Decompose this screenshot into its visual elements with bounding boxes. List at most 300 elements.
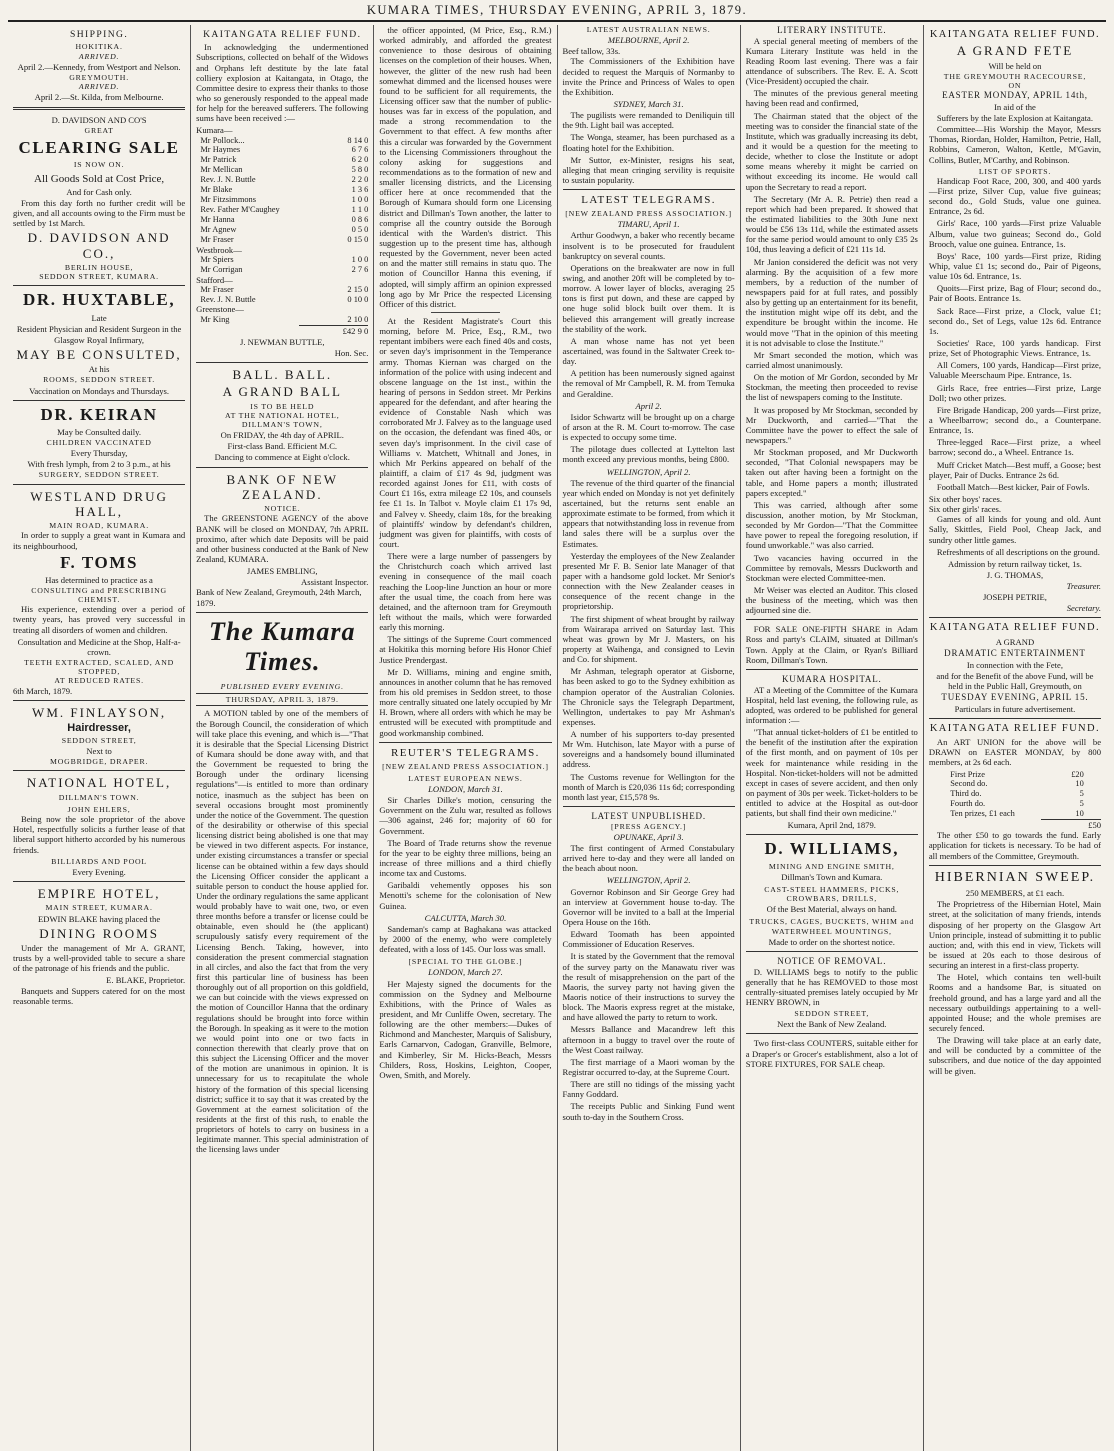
suttor-item: Mr Suttor, ex-Minister, resigns his seat, alleging that mean cringing servility is requisite to sustain popularity. [562, 154, 735, 186]
westbrook-label: Westbrook— [196, 244, 242, 255]
divider [196, 467, 368, 468]
ad-teeth: TEETH EXTRACTED, SCALED, AND STOPPED, [24, 657, 175, 677]
williams-trade: MINING AND ENGINE SMITH, [768, 861, 895, 871]
row-name: Second do. [946, 779, 988, 789]
opunake-dateline: OPUNAKE, April 3. [613, 831, 684, 842]
row-amount: 1 0 0 [351, 254, 369, 264]
table-row [946, 770, 1084, 780]
editorial-part-1: A MOTION tabled by one of the members of the Borough Council, the consideration of which will take place this evening, and which is—"That it is desirable that the Special Licensing District of Kumara should be done away with, and that the Government be requested to bring the Borough under the ordinary licensing regulations"—is entitled to more than ordinary notice, inasmuch as the subject has been on several occasions brought most prominently under the notice of the Government. The question of the desirability or otherwise of this special licensing district being abolished is one that may be viewed in two different aspects. For instance, under existing circumstances a transfer or special license can be obtained within a few days should the Licensing Officer consider the applicant a suitable person to conduct the house applied for. Under the ordinary regulations the same applicant would probably have to wait one, two, or even three months before a transfer or license could be obtainable, even should he (the applicant) scrupulously satisfy every requirement of the Licensing Bench. Taking, however, into consideration the present commercial stagnation in all circles, and also the fact that from the very first this particular line of business has been thoroughly out of all proportion on this goldfield, we can but coincide with the views expressed on the motion of Councillor Hanna that the ordinary regulations should be brought into force within the Borough. In speaking as it were to the motion we would point into one or two facts in connection therewith that clearly prove that on this subject the Licensing Officer and the mover of the motion are unanimous in opinion. It is unnecessary for us to recapitulate the whole history of the formation of this special licensing district; suffice it to say that it was created by the Government at the earnest solicitation of the residents at the first of this rush, to enable the proprietors of hotels to carry on business in a legitimate manner. This special administration of the licensing laws under [196, 708, 369, 1155]
hibernian-members: 250 MEMBERS, at £1 each. [965, 888, 1065, 899]
table-row [196, 155, 368, 165]
row-name: Mr Fraser [196, 284, 234, 294]
divider [563, 189, 735, 190]
marriage-item: The first marriage of a Maori woman by the Registrar occurred to-day, at the Supreme Court. [562, 1056, 735, 1077]
row-name: Mr Mellican [196, 165, 243, 175]
row-amount: 1 1 0 [351, 204, 369, 214]
column-2 [191, 25, 374, 1451]
column-4 [558, 25, 741, 1451]
customs-item: The Customs revenue for Wellington for the month of March is £20,036 11s 6d; corresponding month last year, £15,578 9s. [562, 771, 735, 802]
bank-heading: BANK OF NEW ZEALAND. [226, 471, 339, 502]
williams-name: D. WILLIAMS, [764, 839, 900, 859]
london-dateline: LONDON, March 31. [428, 784, 503, 795]
april2-dateline: April 2. [635, 400, 662, 411]
row-name: Ten prizes, £1 each [946, 809, 1015, 819]
table-row [196, 185, 368, 195]
coach-report: There were a large number of passengers by the Christchurch coach which arrived last evening in consequence of the mail coach reaching the Loop-line Junction an hour or more after the usual time, the coach from here was detained, and the afternoon tram for Greymouth left without the mails, which were forwarded early this morning. [379, 551, 552, 633]
missing-man-item: A man whose name has not yet been ascertained, was found in the Saltwater Creek to-day. [562, 335, 735, 367]
column-6 [924, 25, 1106, 1451]
removal-street: SEDDON STREET, [794, 1009, 870, 1019]
art-union-text: An ART UNION for the above will be DRAWN on EASTER MONDAY, by 800 members, at 2s 6d each. [928, 737, 1102, 768]
table-row [196, 295, 368, 305]
divider [929, 617, 1101, 618]
row-name: Third do. [946, 789, 982, 799]
supreme-court: The sittings of the Supreme Court commenced at Hokitika this morning before His Honor Chief Justice Prendergast. [379, 634, 552, 665]
hibernian-text-2: The Hotel, which contains ten well-built Rooms and a handsome Bar, is situated on freehold ground, and has a large yard and all the necessary outbuildings appertaining to a well-appointed House; and the whole premises are securely fenced. [928, 972, 1102, 1034]
relief-hon-sec: Hon. Sec. [334, 347, 369, 358]
fete-relief-heading: KAITANGATA RELIEF FUND. [929, 29, 1101, 40]
row-name: Mr Spiers [196, 254, 234, 264]
ball-date: On FRIDAY, the 4th day of APRIL. [220, 430, 344, 441]
trade-item: The Board of Trade returns show the revenue for the year to be eighty three millions, being an increase of three millions and a third chiefly income tax and Customs. [379, 837, 552, 879]
robinson-item: Governor Robinson and Sir George Grey had an interview at Government house to-day. The Governor will be invited to a ball at the Imperial Opera House on the 16th. [562, 886, 735, 927]
art-union-total: £50 [1041, 819, 1101, 830]
literary-p5: Mr Janion considered the deficit was not very alarming. By the acquisition of a few more members, by a reduction of the number of newspapers paid for at full rates, and possibly also by getting up an entertainment for its benefit, the institution might wipe off its debt, and the expenditure be brought within the income. He would move "That in the opinion of this meeting it is not advisable to close the Institute." [745, 256, 918, 348]
row-amount: 5 8 0 [351, 165, 369, 175]
kumara-label: Kumara— [196, 125, 233, 136]
literary-heading: LITERARY INSTITUTE. [777, 25, 887, 35]
at-national: AT THE NATIONAL HOTEL, [225, 410, 340, 420]
divider [196, 612, 368, 613]
table-row [196, 136, 368, 146]
sport-item: Fire Brigade Handicap, 200 yards—First prize, a Wheelbarrow; second do., a Counterpane. Entrance, 1s. [928, 404, 1102, 436]
grand-ball: A GRAND BALL [222, 384, 342, 400]
latest-telegrams-heading: LATEST TELEGRAMS. [581, 194, 716, 207]
row-name: Mr Pollock... [196, 135, 245, 145]
ad-daily: May be Consulted daily. [57, 426, 142, 437]
sport-item: Handicap Foot Race, 200, 300, and 400 yards—First prize, Silver Cup, value five guineas; second do., Gold Studs, value one guinea. Entrance, 2s 6d. [928, 175, 1102, 217]
nzpa-label: [NEW ZEALAND PRESS ASSOCIATION.] [565, 209, 732, 219]
row-name: Mr Fraser [196, 234, 234, 244]
ad-at-his: At his [88, 364, 110, 375]
subscriptions-total: £42 9 0 [299, 325, 368, 336]
row-amount: 2 10 0 [347, 314, 369, 324]
ad-cost-price: All Goods Sold at Cost Price, [34, 172, 165, 185]
divider [13, 285, 185, 286]
ballance-item: Messrs Ballance and Macandrew left this afternoon in a buggy to travel over the route of the West Coast railway. [562, 1024, 735, 1055]
ad-every-thursday: Every Thursday, [70, 448, 128, 459]
reuters-heading: REUTER'S TELEGRAMS. [391, 746, 540, 759]
row-name: Mr Fitzsimmons [196, 195, 256, 205]
relief-fund-heading: KAITANGATA RELIEF FUND. [203, 29, 362, 40]
hibernian-heading: HIBERNIAN SWEEP. [934, 869, 1096, 885]
row-name: Mr Haymes [196, 145, 241, 155]
row-name: First Prize [946, 769, 985, 779]
dramatic-particulars: Particulars in future advertisement. [954, 703, 1076, 714]
table-row [196, 195, 368, 205]
grand-fete: A GRAND FETE [956, 43, 1074, 59]
literary-p7: On the motion of Mr Gordon, seconded by Mr Stockman, the meeting then proceeded to revise the list of newspapers coming to the Institute. [745, 372, 918, 403]
greymouth-arrival: April 2.—St. Kilda, from Melbourne. [34, 92, 164, 103]
fete-sufferers: Sufferers by the late Explosion at Kaitangata. [936, 112, 1094, 123]
wheat-item: The first shipment of wheat brought by railway from Wairarapa arrived on Saturday last. This wheat was grown by Mr J. Masters, on his property at Waihenga, and consigned to Levin and Co. for shipment. [562, 613, 735, 665]
ad-chemist: CONSULTING and PRESCRIBING CHEMIST. [31, 585, 167, 605]
hokitika-arrival: April 2.—Kennedy, from Westport and Nelson. [17, 61, 181, 72]
fete-games: Games of all kinds for young and old. Aunt Sally, Skittles, Field Pool, Cheap Jack, and sundry other little games. [928, 514, 1102, 545]
ad-banquets: Banquets and Suppers catered for on the most reasonable terms. [13, 985, 186, 1006]
dramatic-entertainment: DRAMATIC ENTERTAINMENT [944, 648, 1086, 658]
tallow-item: Beef tallow, 33s. [562, 46, 621, 57]
williams-location: Dillman's Town and Kumara. [781, 871, 883, 882]
literary-p11: Two vacancies having occurred in the Committee by removals, Messrs Duckworth and Stockman were elected Committee-men. [745, 552, 918, 583]
court-report: At the Resident Magistrate's Court this morning, before M. Price, Esq., R.M., two repentant imbibers were each fined 40s and costs, or seven day's imprisonment in the Temperance army. Thomas Kiernan was charged on the information of the police with using indecent and obscene language on the 1st inst., within the hearing of persons in Seddon street. Mr Perkins appeared for the defendant, and after hearing the evidence of Constable Nash which was corroborated Mr J. Falvey as to the language used on the occasion, the defendant was fined 40s, or seven day's imprisonment. In the civil case of Williams v. Matchett, Whitnall and Jones, in which Mr Perkins appeared on behalf of the plaintiff, a claim of £17 4s 9d, judgment was recorded against Jones for £11, with costs of Court £1 16s, extra mileage £2 10s, and counsels fee £1 1s. In Talbot v. Moyle claim £1 17s 9d, and Falvey v. Sheedy, claim 18s, for the breaking of plaintiffs' window by defendant's children, judgment was given for plaintiffs, with costs of court. [379, 315, 552, 550]
sport-item: Football Match—Best kicker, Pair of Fowls. [936, 481, 1090, 492]
ad-national-hotel: NATIONAL HOTEL, [26, 775, 172, 791]
ad-toms: F. TOMS [60, 552, 139, 572]
fete-date: EASTER MONDAY, APRIL 14th, [942, 90, 1088, 101]
divider [196, 362, 368, 363]
ad-main-street: MAIN STREET, KUMARA. [45, 903, 153, 913]
ad-consultation: Consultation and Medicine at the Shop, Half-a-crown. [17, 636, 181, 657]
row-amount: 0 15 0 [347, 234, 369, 244]
sinking-fund-item: The receipts Public and Sinking Fund went south to-day in the Southern Cross. [562, 1101, 735, 1122]
row-amount: 8 14 0 [347, 135, 369, 145]
table-row [196, 235, 368, 245]
unpublished-heading: LATEST UNPUBLISHED. [591, 811, 706, 822]
row-name: Fourth do. [946, 799, 986, 809]
row-amount: 10 [1075, 779, 1084, 789]
constabulary-item: The first contingent of Armed Constabulary arrived here to-day and they were all landed on the beach about noon. [562, 842, 735, 874]
divider [431, 312, 500, 313]
greymouth-heading: GREYMOUTH. [69, 72, 129, 82]
table-row [946, 789, 1084, 799]
dramatic-a-grand: A GRAND [995, 636, 1035, 647]
ad-huxtable: DR. HUXTABLE, [22, 290, 176, 310]
removal-text: D. WILLIAMS begs to notify to the public generally that he has REMOVED to those most centrally-situated premises lately occupied by Mr HENRY BROWN, in [745, 966, 918, 1007]
ad-blake: EDWIN BLAKE having placed the [37, 913, 161, 924]
ad-now-on: IS NOW ON. [73, 159, 125, 169]
literary-p12: Mr Weiser was elected an Auditor. This closed the business of the meeting, which was then adjourned sine die. [745, 584, 918, 616]
ad-dining: DINING ROOMS [39, 925, 159, 941]
arrived-label: ARRIVED. [78, 51, 120, 61]
ball-band: First-class Band. Efficient M.C. [227, 441, 338, 452]
ad-late: Late [91, 312, 107, 323]
table-row [196, 225, 368, 235]
williams-order: Made to order on the shortest notice. [768, 936, 895, 947]
london-dateline-2: LONDON, March 27. [428, 967, 503, 978]
sport-item: All Comers, 100 yards, Handicap—First prize, Valuable Meerschaum Pipe. Entrance, 1s. [928, 360, 1102, 381]
ad-seddon-street: SEDDON STREET, KUMARA. [39, 272, 159, 282]
ad-keiran: DR. KEIRAN [40, 404, 158, 424]
sydney-dateline: SYDNEY, March 31. [613, 99, 684, 110]
divider [13, 107, 185, 110]
dilke-item: Sir Charles Dilke's motion, censuring the Government on the Zulu war, resulted as follows—306 against, 246 for; majority of 60 for Government. [379, 795, 552, 836]
stafford-label: Stafford— [196, 274, 233, 285]
sport-item: Societies' Race, 100 yards handicap. First prize, Set of Photographic Views. Entrance, 1s. [928, 337, 1102, 359]
column-5 [741, 25, 924, 1451]
ad-main-road: MAIN ROAD, KUMARA. [49, 521, 149, 531]
table-row [196, 165, 368, 175]
relief-fund-text: In acknowledging the undermentioned Subscriptions, collected on behalf of the Widows and Orphans left destitute by the late fatal colliery explosion at Kaitangata, in Otago, the Committee desire to express their thanks to those who so generously responded to the appeal made for help for the bereaved sufferers. The following sums have been received :— [196, 42, 369, 124]
divider [746, 1033, 918, 1034]
special-globe: [SPECIAL TO THE GLOBE.] [408, 957, 523, 967]
divider [746, 951, 918, 952]
subscriptions-stafford [196, 285, 368, 305]
literary-p8: It was proposed by Mr Stockman, seconded by Mr Duckworth, and carried—"That the Committee have the power to effect the sale of newspapers." [745, 404, 918, 445]
table-row [196, 265, 368, 275]
row-name: Mr Blake [196, 185, 233, 195]
fete-admission: Admission by return railway ticket, 1s. [947, 558, 1082, 569]
ad-every-evening: Every Evening. [72, 866, 126, 877]
row-name: Mr Hanna [196, 214, 235, 224]
ad-rooms: ROOMS, SEDDON STREET. [43, 375, 156, 385]
bank-date: Bank of New Zealand, Greymouth, 24th March, 1879. [196, 587, 362, 608]
wonga-item: The Wonga, steamer, has been purchased as a floating hotel for the Exhibition. [562, 132, 735, 153]
literary-p4: The Secretary (Mr A. R. Petrie) then read a report which had been prepared. It showed that the estimated liabilities to the 30th June next would be £56 13s 11d, while the estimated assets for the same period would amount to only £35 2s 10d, thus leaving a deficit of £21 11s 1d. [745, 193, 918, 255]
divider [13, 881, 185, 882]
subscriptions-kumara [196, 136, 368, 245]
art-union-relief-heading: KAITANGATA RELIEF FUND. [929, 722, 1101, 734]
fete-secretary-name: JOSEPH PETRIE, [982, 592, 1047, 603]
divider [746, 619, 918, 620]
table-row [946, 809, 1084, 819]
ad-date: 6th March, 1879. [13, 685, 73, 696]
european-heading: LATEST EUROPEAN NEWS. [408, 773, 523, 783]
williams-notice: Mr D. Williams, mining and engine smith, announces in another column that he has removed from his old premises in Seddon street, to those more centrally situated one lately occupied by Mr H. Brown, where all orders with which he may be entrusted will be executed with promptitude and good workmanship combined. [379, 666, 552, 738]
table-row [946, 799, 1084, 809]
ad-westland: WESTLAND DRUG HALL, [30, 488, 168, 519]
bank-notice: NOTICE. [264, 504, 301, 514]
fete-committee: Committee—His Worship the Mayor, Messrs Thomas, Riordan, Holder, Hamilton, Petrie, Hall, Robbins, Cameron, Walton, Kettle, M'Gavin, Collins, Butler, M'Carthy, and Robinson. [928, 124, 1102, 165]
ball-dancing: Dancing to commence at Eight o'clock. [214, 452, 350, 463]
literary-p10: This was carried, although after some discussion, another motion, by Mr Stockman, seconded by Mr Gordon—"That the Committee have power to repeal the foregoing resolution, if found unworkable." was also carried. [745, 499, 918, 551]
for-sale-ad: FOR SALE ONE-FIFTH SHARE in Adam Ross and party's CLAIM, situated at Dillman's Town. Apply at the Claim, or Ryan's Billiard Room, Dillman's Town. [745, 624, 918, 665]
ad-dining-text: Under the management of Mr A. GRANT, trusts by a well-provided table to secure a share of the patronage of his friends and the public. [13, 943, 186, 974]
row-amount: 1 0 0 [351, 195, 369, 205]
pugilists-item: The pugilists were remanded to Deniliquin till the 9th. Light bail was accepted. [562, 110, 735, 131]
ad-determined: Has determined to practice as a [45, 574, 153, 585]
hibernian-text-3: The Drawing will take place at an early date, and will be conducted by a committee of the subscribers, and due notice of the day appointed will be given. [928, 1035, 1102, 1076]
dramatic-relief-heading: KAITANGATA RELIEF FUND. [929, 622, 1101, 634]
melbourne-dateline: MELBOURNE, April 2. [607, 35, 690, 46]
sport-item: Girls' Race, 100 yards—First prize Valuable Album, value two guineas; Second do., Gold Brooch, value one guinea. Entrance, 1s. [928, 218, 1102, 249]
garibaldi-item: Garibaldi vehemently opposes his son Menotti's scheme for the colonisation of New Guinea. [379, 880, 552, 911]
column-3 [374, 25, 557, 1451]
ad-consulted: MAY BE CONSULTED, [16, 346, 182, 362]
ad-order-text: In order to supply a great want in Kumara and its neighbourhood, [13, 530, 186, 551]
bank-embling: JAMES EMBLING, [246, 566, 318, 577]
hokitika-heading: HOKITIKA. [75, 42, 123, 52]
revenue-item: The revenue of the third quarter of the financial year which ended on Monday is not yet definitely ascertained, but the returns sent enable an approximate estimate to be formed, from which it appears that notwithstanding loss in revenue from land sales there will be a surplus over the Estimates. [562, 477, 735, 549]
ad-berlin-house: BERLIN HOUSE, [64, 263, 134, 273]
table-row [196, 145, 368, 155]
table-row [196, 205, 368, 215]
press-agency-label: [PRESS AGENCY.] [611, 821, 687, 831]
literary-p1: A special general meeting of members of the Kumara Literary Institute was held in the Reading Room last evening. There was a fair attendance of subscribers. The Rev. E. A. Scott (Vice-President) occupied the chair. [745, 35, 918, 87]
hospital-p1: AT a Meeting of the Committee of the Kumara Hospital, held last evening, the following rule, as adopted, was ordered to be published for general information :— [745, 684, 918, 725]
fete-secretary: Secretary. [1066, 603, 1102, 614]
row-name: Mr Patrick [196, 155, 237, 165]
row-amount: 2 2 0 [351, 175, 369, 185]
fete-on: ON [1008, 81, 1022, 91]
williams-cast-steel: CAST-STEEL HAMMERS, PICKS, CROWBARS, DRILLS, [764, 884, 900, 904]
divider [746, 669, 918, 670]
shipping-heading: SHIPPING. [69, 29, 129, 40]
row-amount: 1 3 6 [351, 185, 369, 195]
hutchison-item: A number of his supporters to-day presented Mr Wm. Hutchison, late Mayor with a purse of sovereigns and a handsomely bound illuminated address. [562, 729, 735, 770]
ball-heading: BALL. BALL. [232, 366, 333, 382]
ad-billiards: BILLIARDS AND POOL [51, 856, 147, 866]
row-amount: 0 8 6 [351, 214, 369, 224]
ad-great: GREAT [84, 126, 114, 136]
survey-item: It is stated by the Government that the removal of the survey party on the Manawatu river was the result of misapprehension on the part of the Maoris, the survey party not having given the Maoris notice of their instructions to survey the block. The Maoris express regret at the mistake, and have allowed the party to return to work. [562, 951, 735, 1023]
breakwater-item: Operations on the breakwater are now in full swing, and another 20ft will be completed by to-morrow. A lower layer of blocks, averaging 25 tons is first put down, and these are capped by one huge solid block built over them. It is believed this arrangement will greatly increase the stability of the work. [562, 262, 735, 334]
six-girls-races: Six other girls' races. [928, 504, 1002, 515]
removal-next-bank: Next the Bank of New Zealand. [777, 1019, 887, 1030]
dramatic-connection: In connection with the Fete, [966, 659, 1064, 670]
six-boys-races: Six other boys' races. [928, 493, 1003, 504]
ad-children: CHILDREN VACCINATED [46, 437, 152, 447]
hospital-rule: "That annual ticket-holders of £1 be entitled to the benefit of the institution after the expiration of the first month, and on payment of 10s per week for maintenance while residing in the Hospital. Non-ticket-holders will not be admitted except in cases of severe accident, and then only on payment of 30s per week. Ticket-holders to be entitled to advice at the Hospital as out-door patients, but shall find their own medicine." [745, 727, 918, 819]
divider [13, 770, 185, 771]
row-amount: 5 [1079, 789, 1084, 799]
row-amount: 2 7 6 [351, 264, 369, 274]
row-name: Mr King [196, 314, 230, 324]
ad-empire-hotel: EMPIRE HOTEL, [37, 886, 161, 902]
fete-will-be-held: Will be held on [988, 60, 1042, 71]
bank-assistant: Assistant Inspector. [301, 577, 369, 588]
ad-clearing-sale: CLEARING SALE [18, 137, 180, 157]
table-row [946, 779, 1084, 789]
nzpa-label: [NEW ZEALAND PRESS ASSOCIATION.] [382, 761, 549, 771]
ad-experience: His experience, extending over a period of twenty years, has proved very successful in treating all disorders of women and children. [13, 604, 186, 635]
williams-material: Of the Best Material, always on hand. [766, 904, 897, 915]
sandeman-item: Sandeman's camp at Baghakana was attacked by 2000 of the enemy, who were completely defeated, with a loss of 145. Our loss was small. [379, 923, 552, 955]
toomath-item: Edward Toomath has been appointed Commissioner of Education Reserves. [562, 929, 735, 950]
ad-davidson-heading: D. DAVIDSON AND CO'S [51, 115, 147, 126]
relief-signed: J. NEWMAN BUTTLE, [240, 336, 325, 347]
fete-treasurer-name: J. G. THOMAS, [986, 569, 1044, 580]
divider [746, 834, 918, 835]
ad-vaccination: Vaccination on Mondays and Thursdays. [29, 385, 170, 396]
row-amount: 2 15 0 [347, 284, 369, 294]
williams-trucks: TRUCKS, CAGES, BUCKETS, WHIM and WATERWHEEL MOUNTINGS, [749, 917, 915, 936]
table-row [196, 315, 368, 325]
subscriptions-westbrook [196, 255, 368, 275]
goodwyn-item: Arthur Goodwyn, a baker who recently became insolvent is to be prosecuted for fraudulent bankruptcy on several counts. [562, 230, 735, 261]
art-union-other: The other £50 to go towards the fund. Early application for tickets is necessary. To be had of all members of the Committee, Greymouth. [928, 830, 1102, 861]
counters-ad: Two first-class COUNTERS, suitable either for a Draper's or Grocer's establishment, also a lot of STORE FIXTURES, FOR SALE cheap. [745, 1038, 918, 1069]
ad-resident: Resident Physician and Resident Surgeon in the [16, 323, 182, 334]
timaru-dateline: TIMARU, April 1. [617, 219, 680, 230]
hospital-heading: KUMARA HOSPITAL. [781, 673, 882, 684]
table-row [196, 215, 368, 225]
ashman-item: Mr Ashman, telegraph operator at Gisborne, has been asked to go to the Sydney exhibition as champion operator of the Australian Colonies. The Chronicle says the Telegraph Department, Wellington, undertakes to pay Mr Ashman's expenses. [562, 666, 735, 727]
row-amount: 6 2 0 [351, 155, 369, 165]
table-row [196, 175, 368, 185]
australian-heading: LATEST AUSTRALIAN NEWS. [586, 25, 711, 34]
row-name: Rev. Father M'Caughey [196, 204, 280, 214]
table-row [196, 255, 368, 265]
row-amount: 6 7 6 [351, 145, 369, 155]
paper-title: The Kumara Times. [208, 616, 356, 677]
subscriptions-greenstone [196, 315, 368, 325]
ad-blake-prop: E. BLAKE, Proprietor. [106, 975, 186, 986]
ad-mogbridge: MOGBRIDGE, DRAPER. [49, 757, 149, 767]
arrived-label: ARRIVED. [78, 82, 120, 92]
dramatic-benefit: and for the Benefit of the above Fund, will be held in the Public Hall, Greymouth, on [936, 670, 1094, 691]
column-1 [8, 25, 191, 1451]
list-of-sports: LIST OF SPORTS. [978, 166, 1052, 176]
sport-item: Sack Race—First prize, a Clock, value £1; second do., Set of Legs, value 12s 6d. Entrance 1s. [928, 305, 1102, 336]
divider [13, 484, 185, 485]
fete-refreshments: Refreshments of all descriptions on the ground. [936, 546, 1100, 557]
row-name: Rev. J. N. Buttle [196, 294, 256, 304]
columns [8, 22, 1106, 1451]
table-row [196, 285, 368, 295]
literary-p3: The Chairman stated that the object of the meeting was to consider the financial state of the Institute, which was gradually increasing its debt, and it would be a question for the meeting to decide, whether to close the Institute or adopt some means whereby it might be carried on without exceeding its income. He would call upon the Secretary to read a report. [745, 110, 918, 192]
ad-davidson-name: D. DAVIDSON AND CO., [27, 230, 171, 261]
petition-item: A petition has been numerously signed against the removal of Mr Campbell, R. M. from Temuka and Geraldine. [562, 368, 735, 399]
hibernian-text-1: The Proprietress of the Hibernian Hotel, Main street, at the solicitation of many friends, intends disposing of her property on the Glasgow Art Union principle, instead of submitting it to public auction; and, with this end in view, Tickets will be issued at 20s each to those desirous of securing an interest in a first-class property. [928, 899, 1102, 971]
row-amount: £20 [1071, 769, 1084, 779]
calcutta-dateline: CALCUTTA, March 30. [424, 912, 507, 923]
divider [929, 718, 1101, 719]
divider [929, 865, 1101, 866]
wellington-dateline: WELLINGTON, April 2. [606, 466, 691, 477]
row-amount: 0 10 0 [347, 294, 369, 304]
ad-dillman: DILLMAN'S TOWN. [58, 792, 140, 802]
literary-p9: Mr Stockman proposed, and Mr Duckworth seconded, "That Colonial newspapers may be taken out after having been a fortnight on the table, and Home papers a month; illustrated papers excepted." [745, 447, 918, 498]
masthead: KUMARA TIMES, THURSDAY EVENING, APRIL 3, 1879. [8, 0, 1106, 22]
ad-seddon2: SEDDON STREET, [61, 735, 137, 745]
ad-lymph: With fresh lymph, from 2 to 3 p.m., at his [27, 459, 171, 470]
greenstone-label: Greenstone— [196, 304, 244, 315]
fete-racecourse: THE GREYMOUTH RACECOURSE, [943, 71, 1087, 81]
sport-item: Muff Cricket Match—Best muff, a Goose; best player, Pair of Ducks. Entrance 2s 6d. [928, 459, 1102, 480]
row-name: Mr Corrigan [196, 264, 243, 274]
pilotage-item: The pilotage dues collected at Lyttelton last month exceed any previous months, being £800. [562, 444, 735, 465]
row-amount: 5 [1079, 799, 1084, 809]
ad-finlayson: WM. FINLAYSON, [32, 704, 167, 720]
row-amount: 0 5 0 [351, 224, 369, 234]
ad-glasgow: Glasgow Royal Infirmary, [54, 334, 145, 345]
dramatic-date: TUESDAY EVENING, APRIL 15. [941, 692, 1089, 703]
goddard-item: There are still no tidings of the missing yacht Fanny Goddard. [562, 1079, 735, 1100]
fete-in-aid: In aid of the [994, 101, 1036, 112]
commissioners-item: The Commissioners of the Exhibition have decided to request the Marquis of Normanby to invite the Prince and Princess of Wales to open the Exhibition. [562, 56, 735, 97]
divider [563, 806, 735, 807]
ad-surgery: SURGERY, SEDDON STREET. [38, 470, 160, 480]
fete-treasurer: Treasurer. [1066, 581, 1102, 592]
divider [379, 742, 551, 743]
ad-next-to: Next to [86, 746, 112, 757]
bank-text: The GREENSTONE AGENCY of the above BANK will be closed on MONDAY, 7th APRIL proximo, after which date Deposits will be paid and other business conducted at the Bank of New Zealand, KUMARA. [196, 513, 369, 564]
literary-p6: Mr Smart seconded the motion, which was carried almost unanimously. [745, 349, 918, 370]
ad-cash: And for Cash only. [66, 186, 132, 197]
removal-heading: NOTICE OF REMOVAL. [777, 955, 887, 966]
ad-ehlers: JOHN EHLERS, [67, 805, 131, 814]
ad-ehlers-text: Being now the sole proprietor of the above Hotel, respectfully solicits a further lease of that liberal support hitherto accorded by his numerous friends. [13, 814, 186, 855]
sports-list [929, 176, 1101, 492]
row-name: Rev. J. N. Buttle [196, 175, 256, 185]
art-union-prizes [946, 770, 1084, 820]
wellington-dateline-2: WELLINGTON, April 2. [606, 875, 691, 886]
sport-item: Girls Race, free entries—First prize, Large Doll; two other prizes. [928, 382, 1102, 403]
divider [13, 700, 185, 701]
majesty-item: Her Majesty signed the documents for the commission on the Sydney and Melbourne Exhibitions, with the Prince of Wales as president, and Mr Cunliffe Owen, secretary. The following are the other members:—Dukes of Richmond and Manchester, Marquis of Salisbury, Earls Carnarvon, Cadogan, Granville, Belmore, and Kimberley, Sir M. Hicks-Beach, Messrs Childers, Ross, Hoskins, Leighton, Cooper, Owen, Smith, and Morely. [379, 978, 552, 1080]
row-amount: 10 [1075, 809, 1084, 819]
